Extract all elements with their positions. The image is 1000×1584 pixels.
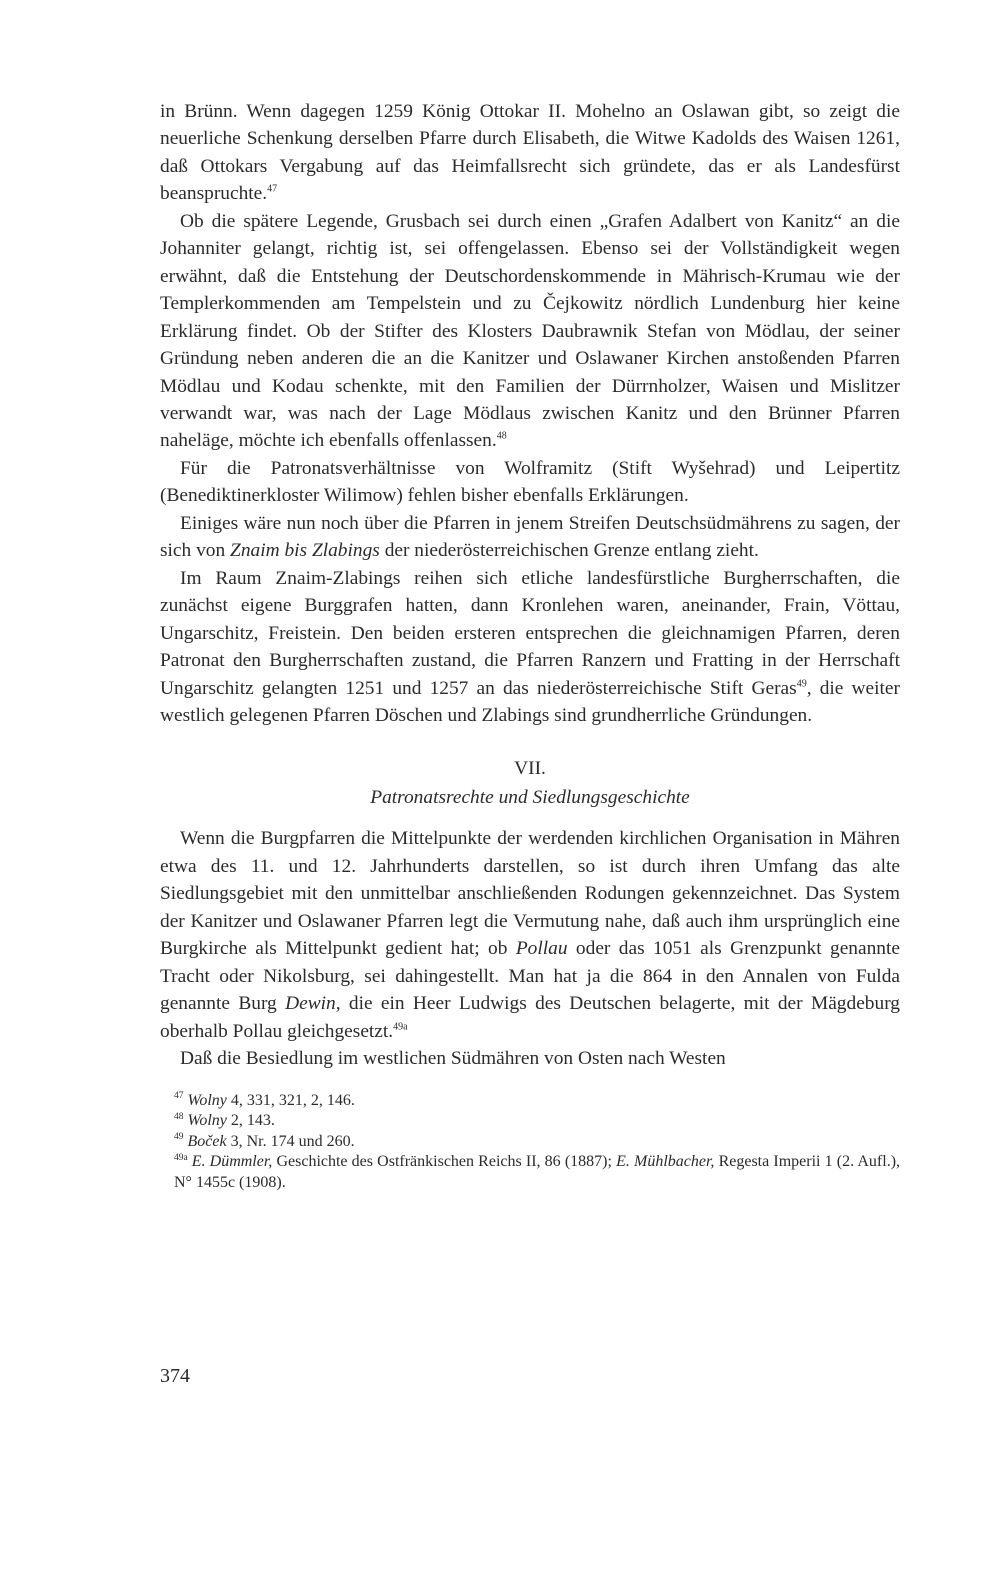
footnote-ref-49a: 49a bbox=[393, 1021, 408, 1033]
footnote: $^{47}$ Wolny 4, 331, 321, 2, 146. bbox=[174, 1091, 355, 1109]
paragraph-4: Einiges wäre nun noch über die Pfarren in jenem Streifen Deutschsüdmährens zu sagen, der sich von Znaim bis Zlabings der niederösterreichischen Grenze entlang zieht. bbox=[160, 512, 900, 562]
footnote: $^{49}$ Boček 3, Nr. 174 und 260. bbox=[174, 1132, 355, 1150]
footnotes bbox=[160, 1091, 900, 1194]
footnote-ref-48: 48 bbox=[496, 430, 507, 442]
paragraph-5: Im Raum Znaim-Zlabings reihen sich etliche landesfürstliche Burgherrschaften, die zunächst eigene Burggrafen hatten, dann Kronlehen waren, aneinander, Frain, Vöttau, Ungarschitz, Freistein. Den beiden ersteren entsprechen die gleichnamigen Pfarren, deren Patronat den Burgherrschaften zustand, die Pfarren Ranzern und Fratting in der Herrschaft Ungarschitz gelangten 1251 und 1257 an das niederösterreichische Stift Geras$^{49}$, die weiter westlich gelegenen Pfarren Döschen und Zlabings sind grundherrliche Gründungen. bbox=[160, 567, 900, 726]
page-content bbox=[160, 98, 900, 1193]
footnote-ref-47: 47 bbox=[267, 183, 278, 195]
paragraph-7: Daß die Besiedlung im westlichen Südmähren von Osten nach Westen bbox=[180, 1048, 726, 1070]
footnote: $^{49a}$ E. Dümmler, Geschichte des Ostfränkischen Reichs II, 86 (1887); E. Mühlbacher, Regesta Imperii 1 (2. Aufl.), N° 1455c (1908). bbox=[174, 1152, 901, 1191]
section-title: Patronatsrechte und Siedlungsgeschichte bbox=[370, 787, 690, 809]
body-text bbox=[160, 98, 900, 1073]
paragraph-6: Wenn die Burgpfarren die Mittelpunkte der werdenden kirchlichen Organisation in Mähren etwa des 11. und 12. Jahrhunderts darstellen, so ist durch ihren Umfang das alte Siedlungsgebiet mit den unmittelbar anschließenden Rodungen gekennzeichnet. Das System der Kanitzer und Oslawaner Pfarren legt die Vermutung nahe, daß auch ihm ursprünglich eine Burgkirche als Mittelpunkt gedient hat; ob Pollau oder das 1051 als Grenzpunkt genannte Tracht oder Nikolsburg, sei dahingestellt. Man hat ja die 864 in den Annalen von Fulda genannte Burg Dewin, die ein Heer Ludwigs des Deutschen belagerte, mit der Mägdeburg oberhalb Pollau gleichgesetzt.$^{49a}$ bbox=[160, 828, 900, 1042]
page-number: 374 bbox=[160, 1365, 190, 1387]
paragraph-2: Ob die spätere Legende, Grusbach sei durch einen „Grafen Adalbert von Kanitz“ an die Johanniter gelangt, richtig ist, sei offengelassen. Ebenso sei der Vollständigkeit wegen erwähnt, daß die Entstehung der Deutschordenskommende in Mährisch-Krumau wie der Templerkommenden am Tempelstein und zu Čejkowitz nördlich Lundenburg hier keine Erklärung findet. Ob der Stifter des Klosters Daubrawnik Stefan von Mödlau, der seiner Gründung neben anderen die an die Kanitzer und Oslawaner Kirchen anstoßenden Pfarren Mödlau und Kodau schenkte, mit den Familien der Dürrnholzer, Waisen und Mislitzer verwandt war, was nach der Lage Mödlaus zwischen Kanitz und den Brünner Pfarren naheläge, möchte ich ebenfalls offenlassen.$^{48}$ bbox=[160, 210, 900, 452]
paragraph-1: in Brünn. Wenn dagegen 1259 König Ottokar II. Mohelno an Oslawan gibt, so zeigt die neuerliche Schenkung derselben Pfarre durch Elisabeth, die Witwe Kadolds des Waisen 1261, daß Ottokars Vergabung auf das Heimfallsrecht sich gründete, das er als Landesfürst beanspruchte.$^{47}$ bbox=[160, 101, 900, 205]
footnote: $^{48}$ Wolny 2, 143. bbox=[174, 1111, 275, 1129]
paragraph-3: Für die Patronatsverhältnisse von Wolframitz (Stift Wyšehrad) und Leipertitz (Benediktinerkloster Wilimow) fehlen bisher ebenfalls Erklärungen. bbox=[160, 457, 900, 507]
section-number: VII. bbox=[514, 758, 546, 780]
footnote-ref-49: 49 bbox=[796, 678, 807, 690]
